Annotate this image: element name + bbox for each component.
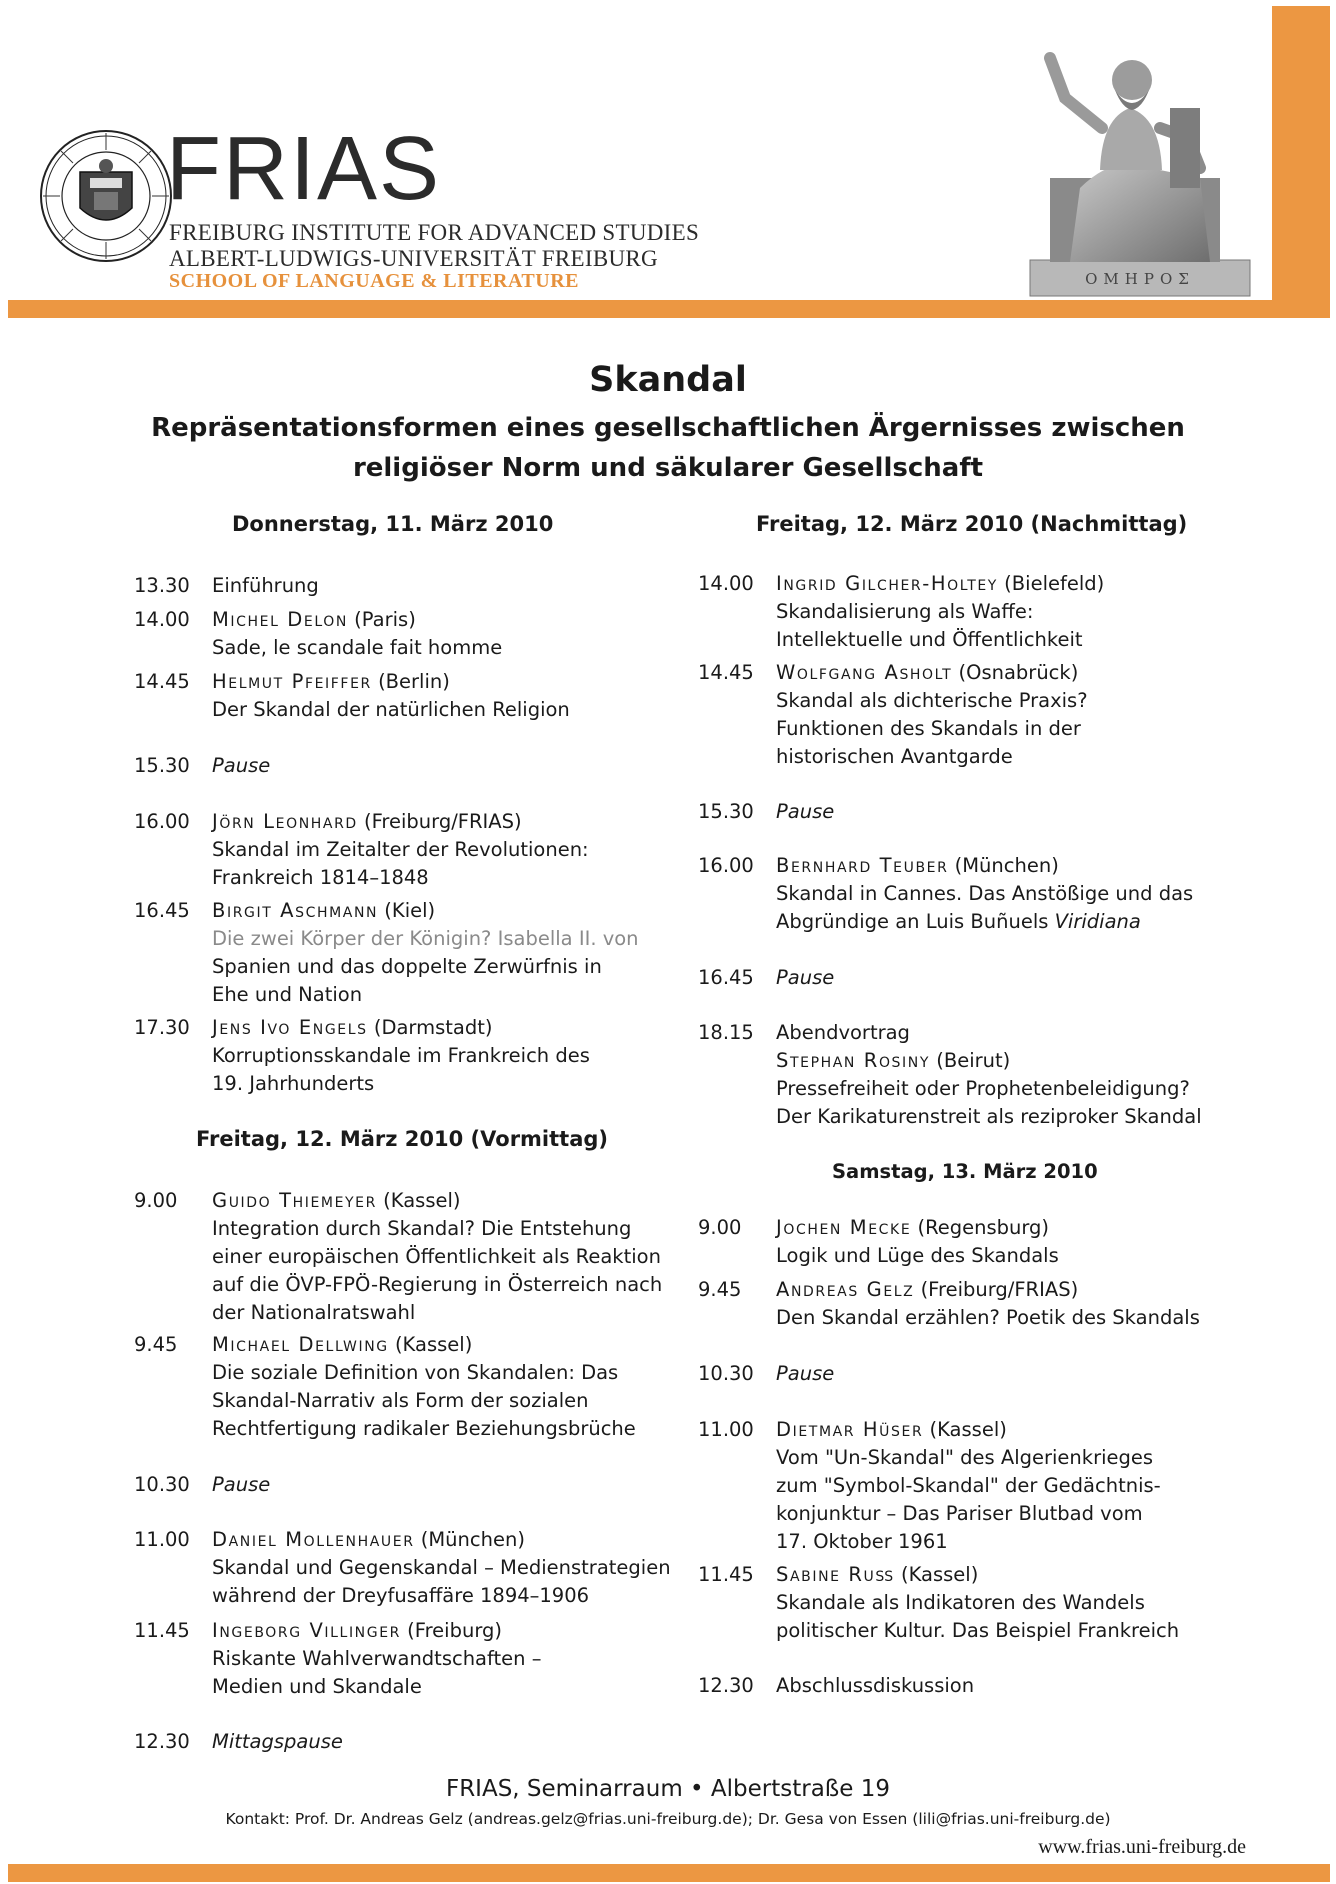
speaker-place: (Kassel) [900,1563,979,1586]
subtitle-line: religiöser Norm und säkularer Gesellschaft [352,453,984,483]
header-accent-bar [8,300,1330,318]
speaker-name: Daniel Mollenhauer [212,1528,415,1551]
talk-title-line: Pressefreiheit oder Prophetenbeleidigung? [776,1077,1190,1100]
entry-time: 12.30 [134,1730,190,1753]
university-seal-icon [38,128,174,264]
talk-title-line: Die zwei Körper der Königin? Isabella II. von [212,927,639,950]
entry-time: 11.00 [698,1418,754,1441]
speaker-name: Ingeborg Villinger [212,1619,401,1642]
speaker-name: Jens Ivo Engels [212,1016,368,1039]
speaker-place: (Darmstadt) [373,1016,493,1039]
entry-time: 16.45 [698,966,754,989]
page-subtitle [0,408,1336,488]
homer-statue-image [1010,38,1260,298]
speaker-place: (Kassel) [383,1189,461,1212]
speaker-place: (Osnabrück) [958,661,1079,684]
website-link[interactable]: www.frias.uni-freiburg.de [1038,1836,1246,1858]
speaker-place: (Paris) [354,608,416,631]
header-accent-block [1272,6,1330,318]
entry-time: 9.45 [698,1278,742,1301]
talk-title-line: Skandal und Gegenskandal – Medienstrategien [212,1556,671,1579]
entry-time: 11.45 [134,1619,190,1642]
speaker-place: (Kassel) [929,1418,1007,1441]
film-title: Viridiana [1054,910,1141,933]
talk-title-line: während der Dreyfusaffäre 1894–1906 [212,1584,590,1607]
speaker-place: (Bielefeld) [1004,572,1105,595]
talk-title-line: Funktionen des Skandals in der [776,717,1081,740]
speaker-place: (Freiburg/FRIAS) [364,810,522,833]
talk-title-line: Medien und Skandale [212,1675,422,1698]
entry-time: 14.00 [698,572,754,595]
talk-title-line: politischer Kultur. Das Beispiel Frankreich [776,1619,1180,1642]
entry-time: 17.30 [134,1016,190,1039]
speaker-place: (Berlin) [378,670,450,693]
speaker-name: Wolfgang Asholt [776,661,953,684]
entry-title: Pause [212,1473,271,1496]
talk-title-line: Skandal als dichterische Praxis? [776,689,1088,712]
entry-time: 13.30 [134,574,190,597]
talk-title-line: Skandal im Zeitalter der Revolutionen: [212,838,589,861]
speaker-place: (Kiel) [384,899,436,922]
talk-title-line: 19. Jahrhunderts [212,1072,375,1095]
talk-title-line: Frankreich 1814–1848 [212,866,429,889]
talk-title-line: historischen Avantgarde [776,745,1013,768]
frias-logo-text: FRIAS [166,119,442,219]
talk-title-line: Ehe und Nation [212,983,363,1006]
entry-label: Abendvortrag [776,1021,910,1044]
entry-time: 9.00 [134,1189,178,1212]
entry-time: 16.00 [134,810,190,833]
talk-title-line: der Nationalratswahl [212,1301,416,1324]
talk-title-line: Logik und Lüge des Skandals [776,1244,1059,1267]
talk-title-line: 17. Oktober 1961 [776,1530,948,1553]
talk-title-line: Skandal-Narrativ als Form der sozialen [212,1389,589,1412]
talk-title-line: Der Skandal der natürlichen Religion [212,698,570,721]
talk-title-line: Skandalisierung als Waffe: [776,600,1034,623]
entry-time: 12.30 [698,1674,754,1697]
day-heading-friday-afternoon: Freitag, 12. März 2010 (Nachmittag) [756,512,1188,536]
speaker-place: (Kassel) [394,1333,473,1356]
talk-title-line: Spanien und das doppelte Zerwürfnis in [212,955,602,978]
entry-time: 16.45 [134,899,190,922]
entry-title: Pause [776,1362,835,1385]
entry-time: 11.45 [698,1563,754,1586]
talk-title-line: Sade, le scandale fait homme [212,636,503,659]
speaker-place: (München) [420,1528,525,1551]
entry-title: Pause [776,966,835,989]
talk-title-line: Rechtfertigung radikaler Beziehungsbrüche [212,1417,636,1440]
entry-time: 9.00 [698,1216,742,1239]
entry-time: 10.30 [698,1362,754,1385]
university-name: ALBERT-LUDWIGS-UNIVERSITÄT FREIBURG [169,246,658,271]
talk-title-line: Integration durch Skandal? Die Entstehung [212,1217,632,1240]
speaker-place: (München) [954,854,1059,877]
subtitle-line: Repräsentationsformen eines gesellschaftlichen Ärgernisses zwischen [151,413,1185,443]
talk-title-line: Intellektuelle und Öffentlichkeit [776,628,1083,651]
talk-title-line: Den Skandal erzählen? Poetik des Skandals [776,1306,1200,1329]
speaker-name: Andreas Gelz [776,1278,915,1301]
speaker-name: Michael Dellwing [212,1333,389,1356]
entry-title: Pause [776,800,835,823]
speaker-name: Jochen Mecke [776,1216,912,1239]
day-heading-friday-morning: Freitag, 12. März 2010 (Vormittag) [196,1127,609,1151]
statue-inscription: ΟΜΗΡΟΣ [1085,270,1195,288]
speaker-name: Michel Delon [212,608,348,631]
talk-title-line: Abgründige an Luis Buñuels [776,910,1049,933]
speaker-place: (Beirut) [936,1049,1011,1072]
contact-line: Kontakt: Prof. Dr. Andreas Gelz (andreas.gelz@frias.uni-freiburg.de); Dr. Gesa von Essen (lili@frias.uni-freiburg.de) [225,1810,1111,1828]
entry-title: Mittagspause [212,1730,343,1753]
speaker-name: Helmut Pfeiffer [212,670,372,693]
talk-title-line: Riskante Wahlverwandtschaften – [212,1647,542,1670]
page-title: Skandal [589,360,747,400]
talk-title-line: Vom "Un-Skandal" des Algerienkrieges [776,1446,1154,1469]
entry-time: 14.00 [134,608,190,631]
speaker-place: (Freiburg/FRIAS) [920,1278,1079,1301]
talk-title-line: auf die ÖVP-FPÖ-Regierung in Österreich nach [212,1273,663,1296]
institute-name: FREIBURG INSTITUTE FOR ADVANCED STUDIES [169,220,700,245]
entry-time: 15.30 [698,800,754,823]
talk-title-line: zum "Symbol-Skandal" der Gedächtnis- [776,1474,1161,1497]
talk-title-line: Korruptionsskandale im Frankreich des [212,1044,590,1067]
talk-title-line: Der Karikaturenstreit als reziproker Skandal [776,1105,1202,1128]
day-heading-thursday: Donnerstag, 11. März 2010 [232,512,554,536]
speaker-name: Dietmar Hüser [776,1418,924,1441]
day-heading-saturday: Samstag, 13. März 2010 [832,1160,1098,1183]
entry-time: 16.00 [698,854,754,877]
entry-time: 14.45 [134,670,190,693]
talk-title-line: Skandal in Cannes. Das Anstößige und das [776,882,1194,905]
venue-line: FRIAS, Seminarraum • Albertstraße 19 [445,1776,891,1802]
speaker-name: Stephan Rosiny [776,1049,931,1072]
entry-time: 11.00 [134,1528,190,1551]
speaker-name: Bernhard Teuber [776,854,949,877]
entry-title: Einführung [212,574,319,597]
entry-time: 10.30 [134,1473,190,1496]
speaker-name: Guido Thiemeyer [212,1189,377,1212]
entry-time: 14.45 [698,661,754,684]
speaker-name: Sabine Ruß [776,1563,895,1586]
school-name: SCHOOL OF LANGUAGE & LITERATURE [169,270,580,292]
entry-time: 18.15 [698,1021,754,1044]
entry-time: 9.45 [134,1333,178,1356]
speaker-name: Ingrid Gilcher-Holtey [776,572,998,595]
talk-title-line: einer europäischen Öffentlichkeit als Reaktion [212,1245,661,1268]
talk-title-line: konjunktur – Das Pariser Blutbad vom [776,1502,1143,1525]
speaker-place: (Freiburg) [407,1619,502,1642]
entry-title: Pause [212,754,271,777]
entry-time: 15.30 [134,754,190,777]
talk-title-line: Die soziale Definition von Skandalen: Das [212,1361,619,1384]
speaker-name: Birgit Aschmann [212,899,379,922]
talk-title-line: Skandale als Indikatoren des Wandels [776,1591,1145,1614]
speaker-name: Jörn Leonhard [212,810,358,833]
footer-accent-bar [8,1864,1330,1882]
entry-title: Abschlussdiskussion [776,1674,975,1697]
speaker-place: (Regensburg) [917,1216,1050,1239]
